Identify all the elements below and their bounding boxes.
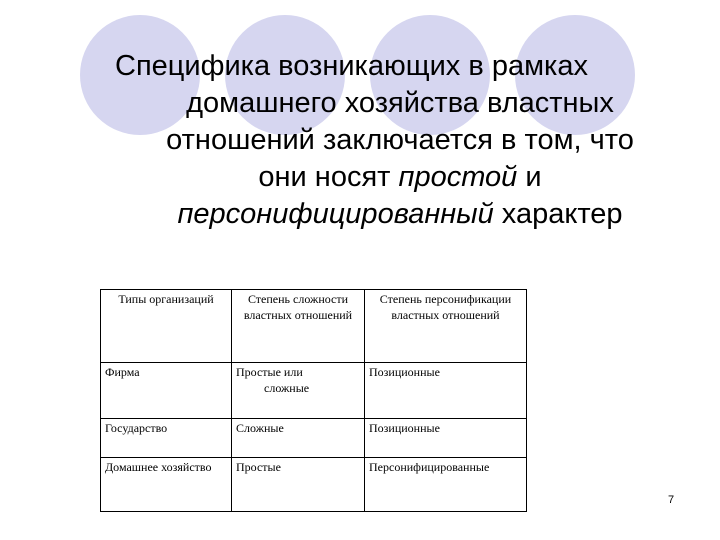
header-complexity: Степень сложности властных отношений bbox=[232, 290, 365, 363]
page-number: 7 bbox=[668, 494, 675, 506]
table-row bbox=[101, 363, 527, 419]
cell-complexity-line1: Простые или bbox=[236, 365, 303, 379]
title-emphasis-simple: простой bbox=[398, 161, 518, 193]
title-line-1: Специфика возникающих в рамках bbox=[115, 50, 588, 82]
cell-personification: Персонифицированные bbox=[365, 458, 527, 512]
table-header-row bbox=[101, 290, 527, 363]
cell-complexity bbox=[232, 363, 365, 419]
table-row bbox=[101, 458, 527, 512]
cell-type: Государство bbox=[101, 419, 232, 458]
title-line-3: отношений заключается в том, что bbox=[166, 124, 634, 156]
header-personification: Степень персонификации властных отношений bbox=[365, 290, 527, 363]
cell-personification: Позиционные bbox=[365, 363, 527, 419]
cell-personification: Позиционные bbox=[365, 419, 527, 458]
title-line-4-pre: они носят bbox=[258, 161, 399, 193]
cell-complexity: Простые bbox=[232, 458, 365, 512]
slide-title bbox=[105, 48, 695, 233]
table-row bbox=[101, 419, 527, 458]
cell-type: Домашнее хозяйство bbox=[101, 458, 232, 512]
power-relations-table bbox=[100, 289, 527, 512]
title-line-5 bbox=[105, 196, 695, 233]
cell-type: Фирма bbox=[101, 363, 232, 419]
title-emphasis-personified: персонифицированный bbox=[177, 198, 494, 230]
title-line-4 bbox=[105, 159, 695, 196]
cell-complexity-line2: сложные bbox=[264, 381, 310, 395]
title-line-2: домашнего хозяйства властных bbox=[186, 87, 614, 119]
header-org-types: Типы организаций bbox=[101, 290, 232, 363]
cell-complexity: Сложные bbox=[232, 419, 365, 458]
title-line-4-post: и bbox=[517, 161, 542, 193]
title-line-5-post: характер bbox=[493, 198, 623, 230]
